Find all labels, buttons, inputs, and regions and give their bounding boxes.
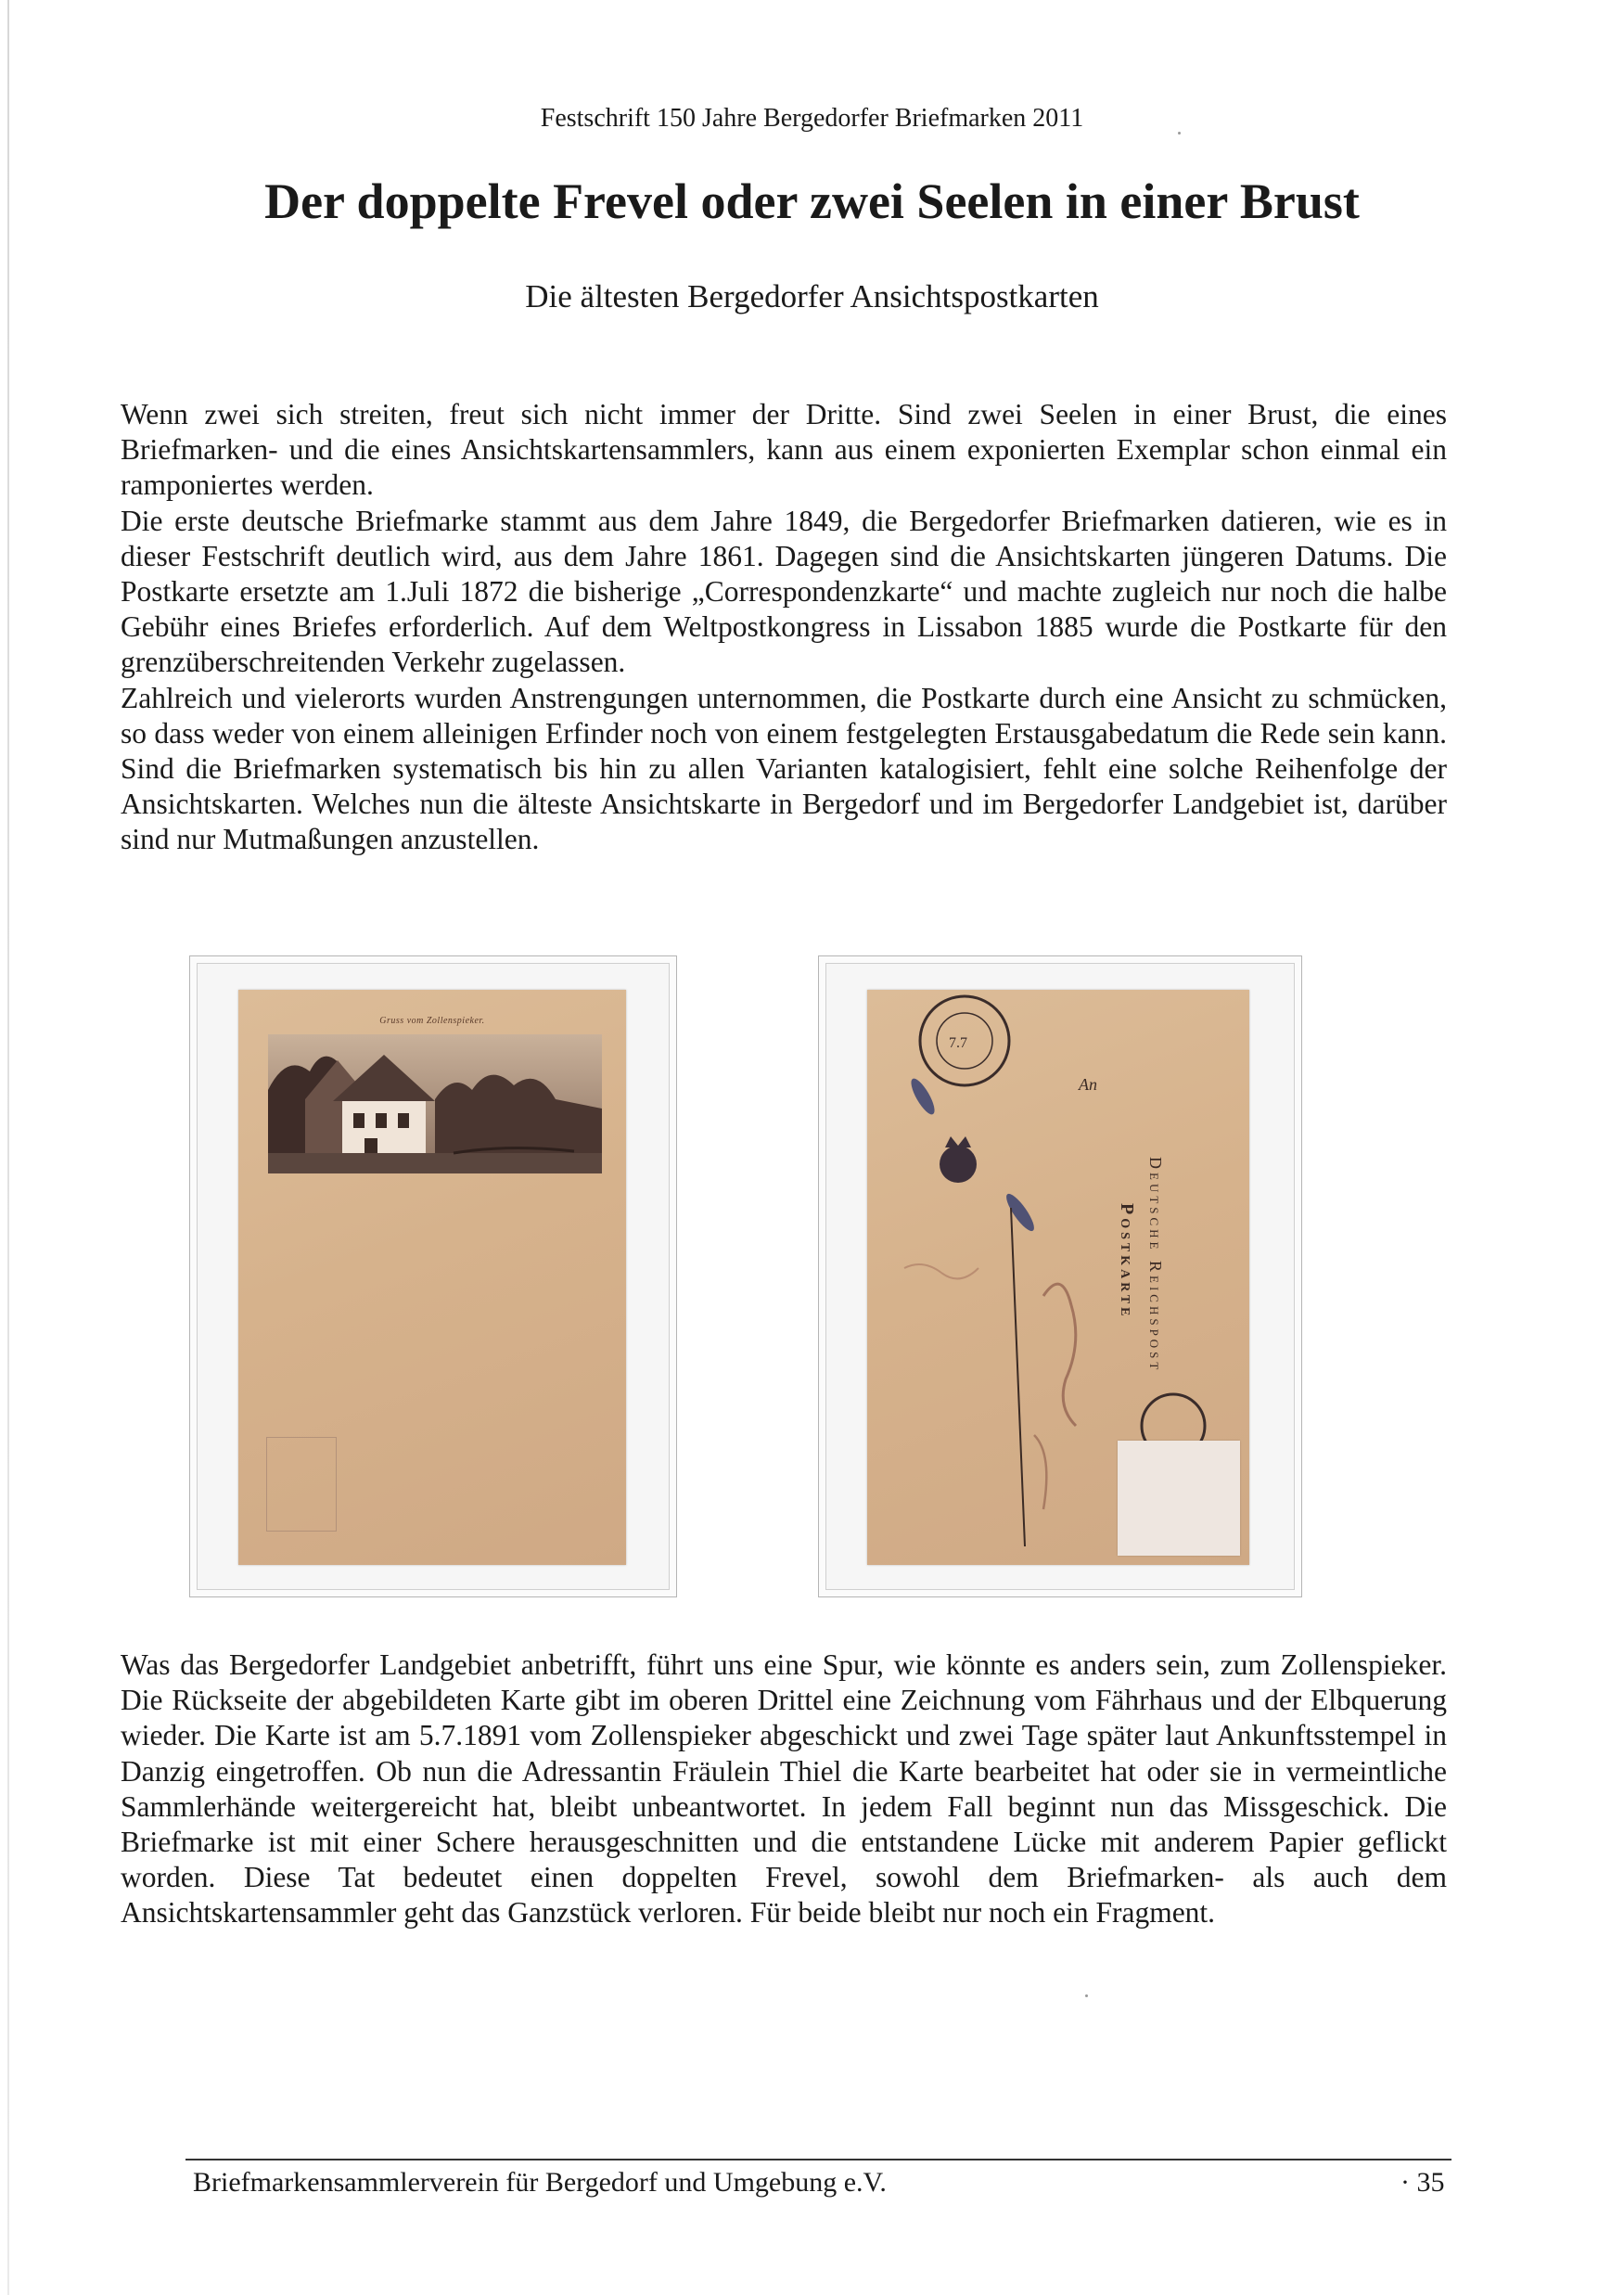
speck-mark <box>1178 132 1181 135</box>
ferry-house-vignette <box>268 1034 602 1173</box>
running-head: Festschrift 150 Jahre Bergedorfer Briefmarken 2011 <box>540 104 1084 133</box>
front-card-frame <box>189 955 677 1597</box>
intro-text <box>121 397 1447 858</box>
intro-paragraph-3: Zahlreich und vielerorts wurden Anstrengungen unternommen, die Postkarte durch eine Ansicht zu schmücken, so dass weder von einem alleinigen Erfinder noch von einem festgelegten Erstausgabedatum die Rede sein kann. Sind die Briefmarken systematisch bis hin zu allen Varianten katalogisiert, fehlt eine solche Reihenfolge der Ansichtskarten. Welches nun die älteste Ansichtskarte in Bergedorf und im Bergedorfer Landgebiet ist, darüber sind nur Mutmaßungen anzustellen. <box>121 681 1447 856</box>
back-card-frame <box>818 955 1302 1597</box>
speck-mark <box>1085 1994 1088 1997</box>
paper-patch <box>1118 1441 1240 1556</box>
stamp-outline-box <box>266 1437 337 1532</box>
postkarte-header: Postkarte <box>1117 1203 1137 1320</box>
page-spine-shadow <box>7 0 9 2295</box>
back-postcard-image <box>867 990 1249 1565</box>
article-title: Der doppelte Frevel oder zwei Seelen in einer Brust <box>264 173 1360 229</box>
reichspost-header: Deutsche Reichspost <box>1146 1157 1165 1374</box>
addressee-mark: An <box>1079 1075 1097 1094</box>
svg-text:7.7: 7.7 <box>949 1035 967 1051</box>
lower-paragraph-1: Was das Bergedorfer Landgebiet anbetrifft, führt uns eine Spur, wie könnte es anders sein, zum Zollenspieker. Die Rückseite der abgebildeten Karte gibt im oberen Drittel eine Zeichnung vom Fährhaus und der Elbquerung wieder. Die Karte ist am 5.7.1891 vom Zollenspieker abgeschickt und zwei Tage später laut Ankunftsstempel in Danzig eingetroffen. Ob nun die Adressantin Fräulein Thiel die Karte bearbeitet hat oder sie in vermeintliche Sammlerhände weitergereicht hat, bleibt unbeantwortet. In jedem Fall beginnt nun das Missgeschick. Die Briefmarke ist mit einer Schere herausgeschnitten und die entstandene Lücke mit anderem Papier geflickt worden. Diese Tat bedeutet einen doppelten Frevel, sowohl dem Briefmarken- als auch dem Ansichtskartensammler geht das Ganzstück verloren. Für beide bleibt nur noch ein Fragment. <box>121 1648 1447 1930</box>
footer-rule <box>185 2159 1451 2160</box>
intro-paragraph-2: Die erste deutsche Briefmarke stammt aus dem Jahre 1849, die Bergedorfer Briefmarken datieren, wie es in dieser Festschrift deutlich wird, aus dem Jahre 1861. Dagegen sind die Ansichtskarten jüngeren Datums. Die Postkarte ersetzte am 1.Juli 1872 die bisherige „Correspondenzkarte“ und machte zugleich nur noch die halbe Gebühr eines Briefes erforderlich. Auf dem Weltpostkongress in Lissabon 1885 wurde die Postkarte für den grenzüberschreitenden Verkehr zugelassen. <box>121 504 1447 679</box>
front-card-caption: Gruss vom Zollenspieker. <box>379 1016 485 1026</box>
page-number: · 35 <box>1400 2167 1445 2198</box>
footer-publisher: Briefmarkensammlerverein für Bergedorf und Umgebung e.V. <box>193 2167 887 2198</box>
lower-text <box>121 1648 1447 1931</box>
intro-paragraph-1: Wenn zwei sich streiten, freut sich nicht immer der Dritte. Sind zwei Seelen in einer Brust, die eines Briefmarken- und die eines Ansichtskartensammlers, kann aus einem exponierten Exemplar schon einmal ein ramponiertes werden. <box>121 398 1447 502</box>
front-postcard-image <box>238 990 626 1565</box>
article-subtitle: Die ältesten Bergedorfer Ansichtspostkarten <box>525 278 1099 314</box>
